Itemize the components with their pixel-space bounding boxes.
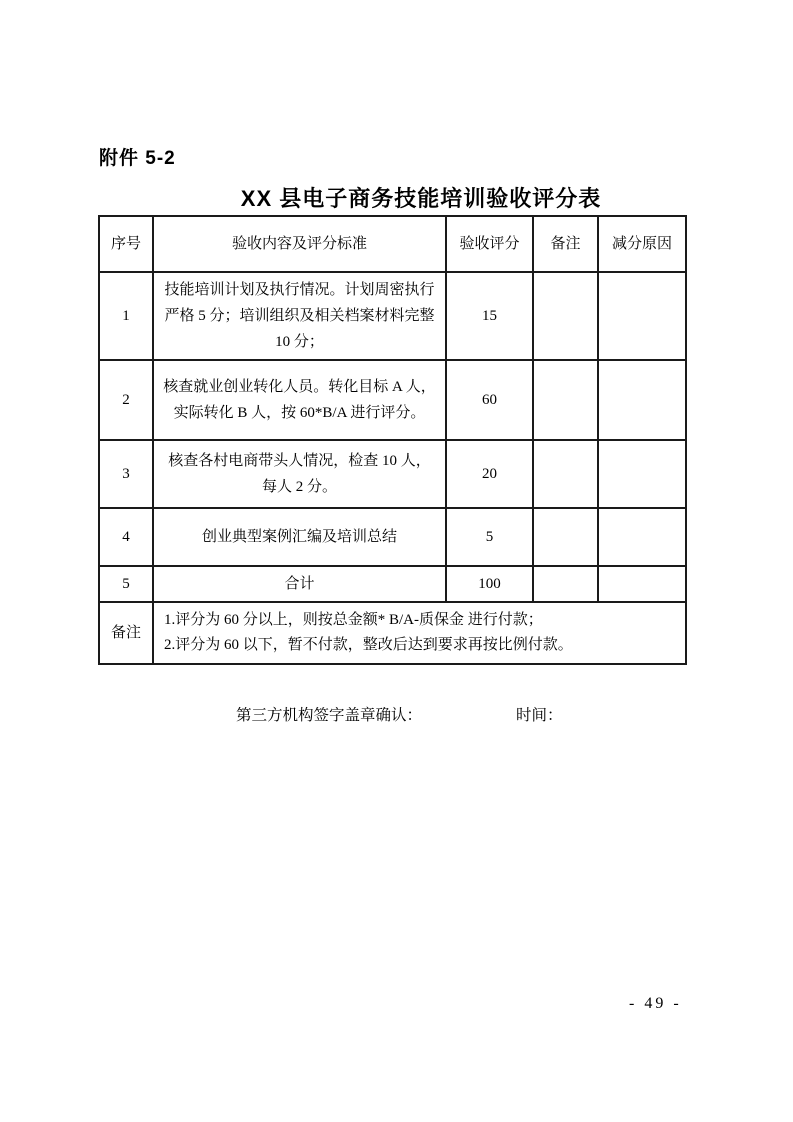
cell-content: 核查各村电商带头人情况，检查 10 人，每人 2 分。 [153, 440, 446, 508]
notes-content [153, 602, 686, 664]
page-title: XX 县电子商务技能培训验收评分表 [240, 186, 602, 211]
cell-no: 3 [99, 440, 153, 508]
cell-score: 60 [446, 360, 533, 440]
cell-no: 1 [99, 272, 153, 360]
table-row [99, 272, 686, 360]
cell-content: 技能培训计划及执行情况。计划周密执行严格 5 分；培训组织及相关档案材料完整 10 分； [153, 272, 446, 360]
col-header-content: 验收内容及评分标准 [153, 216, 446, 272]
table-row [99, 360, 686, 440]
col-header-remark: 备注 [533, 216, 598, 272]
table-header-row [99, 216, 686, 272]
cell-remark [533, 272, 598, 360]
cell-no: 5 [99, 566, 153, 602]
attachment-label: 附件 5-2 [99, 148, 176, 169]
cell-no: 4 [99, 508, 153, 566]
signature-confirmation-label: 第三方机构签字盖章确认： [236, 707, 423, 724]
page-number: - 49 - [629, 995, 682, 1012]
table-row-total [99, 566, 686, 602]
cell-score: 100 [446, 566, 533, 602]
cell-score: 15 [446, 272, 533, 360]
table-row [99, 440, 686, 508]
cell-score: 5 [446, 508, 533, 566]
col-header-score: 验收评分 [446, 216, 533, 272]
cell-content: 核查就业创业转化人员。转化目标 A 人，实际转化 B 人，按 60*B/A 进行评分。 [153, 360, 446, 440]
time-label: 时间： [516, 707, 563, 724]
cell-deduction-reason [598, 566, 686, 602]
notes-line-1: 1.评分为 60 分以上，则按总金额* B/A-质保金 进行付款； [164, 612, 543, 628]
cell-content: 创业典型案例汇编及培训总结 [153, 508, 446, 566]
score-table [98, 215, 687, 665]
cell-deduction-reason [598, 440, 686, 508]
cell-remark [533, 566, 598, 602]
cell-score: 20 [446, 440, 533, 508]
col-header-no: 序号 [99, 216, 153, 272]
cell-content: 合计 [153, 566, 446, 602]
cell-remark [533, 508, 598, 566]
cell-deduction-reason [598, 508, 686, 566]
notes-label: 备注 [99, 602, 153, 664]
table-row-notes [99, 602, 686, 664]
cell-deduction-reason [598, 272, 686, 360]
cell-no: 2 [99, 360, 153, 440]
col-header-deduction-reason: 减分原因 [598, 216, 686, 272]
cell-remark [533, 440, 598, 508]
cell-remark [533, 360, 598, 440]
notes-line-2: 2.评分为 60 以下，暂不付款，整改后达到要求再按比例付款。 [164, 637, 573, 653]
table-row [99, 508, 686, 566]
cell-deduction-reason [598, 360, 686, 440]
